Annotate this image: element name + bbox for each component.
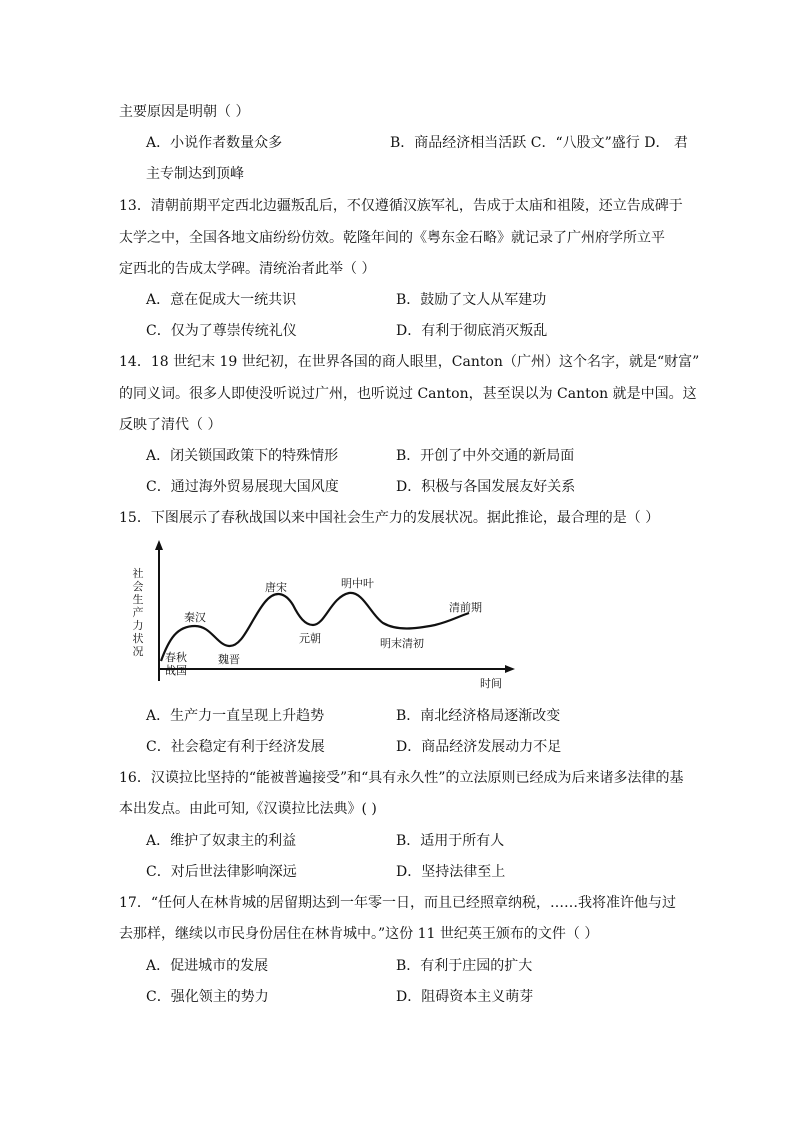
x-axis-arrow xyxy=(505,665,515,673)
q12-option-d-continued: 主专制达到顶峰 xyxy=(146,166,244,182)
q15-stem: 15．下图展示了春秋战国以来中国社会生产力的发展状况。据此推论，最合理的是（ ） xyxy=(119,510,660,526)
q17-stem-line1: 17．“任何人在林肯城的居留期达到一年零一日，而且已经照章纳税，……我将准许他与过 xyxy=(119,895,676,911)
q12-stem-tail: 主要原因是明朝（ ） xyxy=(119,104,250,120)
productivity-figure xyxy=(125,535,525,695)
q16-stem-line2: 本出发点。由此可知,《汉谟拉比法典》( ) xyxy=(119,801,377,817)
q14-stem-line1: 14．18 世纪末 19 世纪初，在世界各国的商人眼里，Canton（广州）这个名字，就是“财富” xyxy=(119,354,700,370)
q13-option-d: D．有利于彻底消灭叛乱 xyxy=(396,323,548,339)
y-label-char-4: 产 xyxy=(132,606,144,619)
q16-stem-line1: 16．汉谟拉比坚持的“能被普遍接受”和“具有永久性”的立法原则已经成为后来诸多法律的基 xyxy=(119,770,684,786)
label-zhanguo: 战国 xyxy=(165,664,187,677)
q16-option-d: D．坚持法律至上 xyxy=(396,864,506,880)
q13-stem-line3: 定西北的告成太学碑。清统治者此举（ ） xyxy=(119,261,376,277)
q14-option-a: A．闭关锁国政策下的特殊情形 xyxy=(146,448,339,464)
q15-option-c: C．社会稳定有利于经济发展 xyxy=(146,739,325,755)
q17-option-d: D．阻碍资本主义萌芽 xyxy=(396,989,534,1005)
label-yuanchao: 元朝 xyxy=(299,632,321,645)
q17-option-a: A．促进城市的发展 xyxy=(146,958,269,974)
label-qingqian: 清前期 xyxy=(449,601,482,614)
x-axis-label: 时间 xyxy=(480,677,502,690)
label-mingzhongye: 明中叶 xyxy=(341,577,374,590)
q15-option-d: D．商品经济发展动力不足 xyxy=(396,739,562,755)
q12-option-bcd: B．商品经济相当活跃 C．“八股文”盛行 D． 君 xyxy=(390,135,688,151)
y-label-char-1: 社 xyxy=(132,567,144,580)
y-label-char-7: 况 xyxy=(132,645,144,658)
q14-option-c: C．通过海外贸易展现大国风度 xyxy=(146,479,339,495)
y-label-char-5: 力 xyxy=(132,619,144,632)
label-chunqiu: 春秋 xyxy=(165,651,187,664)
q17-option-c: C．强化领主的势力 xyxy=(146,989,269,1005)
q14-option-d: D．积极与各国发展友好关系 xyxy=(396,479,576,495)
q13-stem-line2: 太学之中，全国各地文庙纷纷仿效。乾隆年间的《粤东金石略》就记录了广州府学所立平 xyxy=(119,230,665,246)
label-qinhan: 秦汉 xyxy=(184,611,206,624)
q17-option-b: B．有利于庄园的扩大 xyxy=(396,958,533,974)
q13-stem-line1: 13．清朝前期平定西北边疆叛乱后，不仅遵循汉族军礼，告成于太庙和祖陵，还立告成碑于 xyxy=(119,198,683,214)
q13-option-b: B．鼓励了文人从军建功 xyxy=(396,292,547,308)
q13-option-c: C．仅为了尊崇传统礼仪 xyxy=(146,323,297,339)
q16-option-a: A．维护了奴隶主的利益 xyxy=(146,833,297,849)
q13-option-a: A．意在促成大一统共识 xyxy=(146,292,297,308)
q12-option-a: A．小说作者数量众多 xyxy=(146,135,283,151)
q17-stem-line2: 去那样，继续以市民身份居住在林肯城中。”这份 11 世纪英王颁布的文件（ ） xyxy=(119,926,599,942)
q14-stem-line2: 的同义词。很多人即使没听说过广州，也听说过 Canton，甚至误以为 Canton 就是中国。这 xyxy=(119,386,697,402)
y-axis-arrow xyxy=(155,540,163,550)
q14-stem-line3: 反映了清代（ ） xyxy=(119,417,222,433)
label-tangsong: 唐宋 xyxy=(265,581,287,594)
q14-option-b: B．开创了中外交通的新局面 xyxy=(396,448,575,464)
q15-option-a: A．生产力一直呈现上升趋势 xyxy=(146,708,325,724)
productivity-curve xyxy=(161,593,469,661)
y-label-char-3: 生 xyxy=(132,593,144,606)
q16-option-b: B．适用于所有人 xyxy=(396,833,505,849)
q16-option-c: C．对后世法律影响深远 xyxy=(146,864,297,880)
y-label-char-2: 会 xyxy=(132,580,144,593)
q15-option-b: B．南北经济格局逐渐改变 xyxy=(396,708,561,724)
label-mingmo: 明末清初 xyxy=(380,637,424,650)
label-weijin: 魏晋 xyxy=(218,653,240,666)
y-label-char-6: 状 xyxy=(132,632,144,645)
